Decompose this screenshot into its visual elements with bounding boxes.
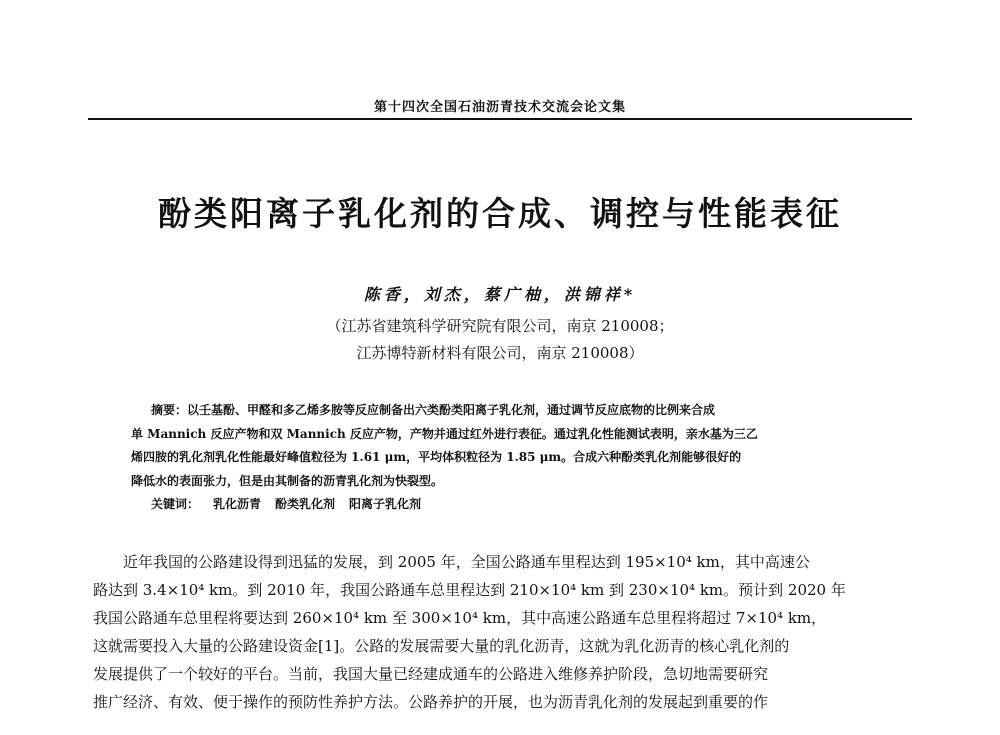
body-line: 这就需要投入大量的公路建设资金[1]。公路的发展需要大量的乳化沥青，这就为乳化沥青的核心乳化剂的 [93, 637, 790, 655]
body-text [93, 548, 913, 716]
abstract-line: 摘要：以壬基酚、甲醛和多乙烯多胺等反应制备出六类酚类阳离子乳化剂，通过调节反应底物的比例来合成 [151, 403, 716, 417]
keyword: 酚类乳化剂 [275, 497, 336, 511]
abstract-line: 单 Mannich 反应产物和双 Mannich 反应产物，产物并通过红外进行表征。通过乳化性能测试表明，亲水基为三乙 [131, 426, 758, 441]
keywords-label: 关键词： [151, 497, 200, 511]
keywords [151, 495, 435, 512]
keyword: 乳化沥青 [213, 497, 262, 511]
body-line: 发展提供了一个较好的平台。当前，我国大量已经建成通车的公路进入维修养护阶段，急切地需要研究 [93, 665, 769, 683]
body-line: 我国公路通车总里程将要达到 260×10⁴ km 至 300×10⁴ km，其中高速公路通车总里程将超过 7×10⁴ km， [93, 609, 827, 627]
keyword: 阳离子乳化剂 [349, 497, 422, 511]
paper-title: 酚类阳离子乳化剂的合成、调控与性能表征 [158, 194, 842, 233]
affiliation-2: 江苏博特新材料有限公司，南京 210008） [356, 344, 644, 362]
abstract-line: 烯四胺的乳化剂乳化性能最好峰值粒径为 1.61 μm，平均体积粒径为 1.85 μm。合成六种酚类乳化剂能够很好的 [131, 450, 742, 464]
body-line: 推广经济、有效、便于操作的预防性养护方法。公路养护的开展，也为沥青乳化剂的发展起到重要的作 [93, 693, 769, 711]
body-line: 路达到 3.4×10⁴ km。到 2010 年，我国公路通车总里程达到 210×10⁴ km 到 230×10⁴ km。预计到 2020 年 [93, 581, 846, 599]
running-header: 第十四次全国石油沥青技术交流会论文集 [373, 100, 626, 115]
abstract [131, 399, 871, 493]
affiliation-1: （江苏省建筑科学研究院有限公司，南京 210008； [326, 317, 674, 335]
abstract-line: 降低水的表面张力，但是由其制备的沥青乳化剂为快裂型。 [131, 473, 444, 488]
header-rule [88, 118, 912, 120]
authors: 陈香，刘杰，蔡广柚，洪锦祥* [363, 285, 637, 304]
body-line: 近年我国的公路建设得到迅猛的发展，到 2005 年，全国公路通车里程达到 195×10⁴ km，其中高速公 [123, 553, 810, 571]
